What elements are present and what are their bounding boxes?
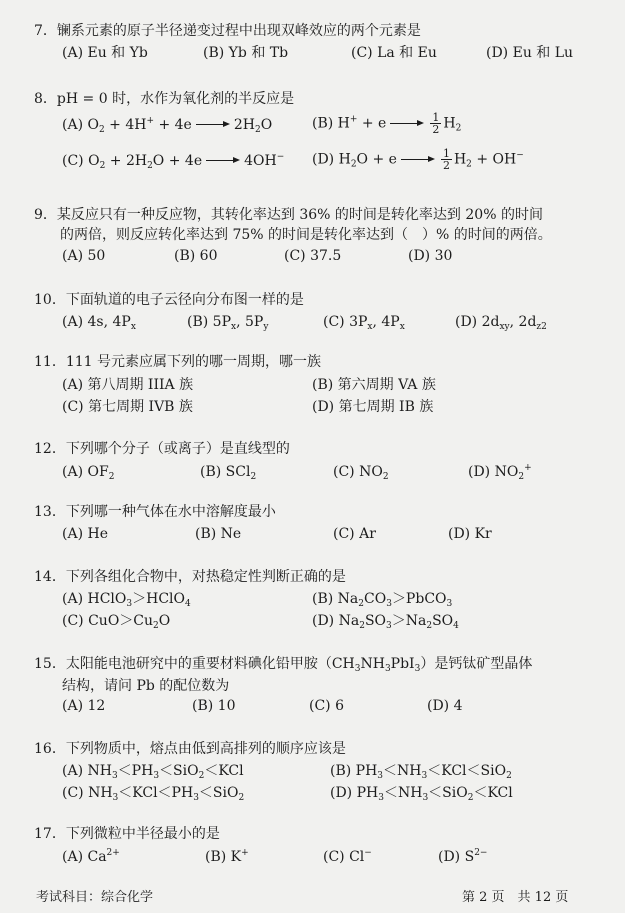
footer-subject: 考试科目：综合化学 [36,890,154,905]
q13-option-c: (C) Ar [333,526,376,542]
q17-option-c: (C) Cl− [323,848,372,865]
q9-option-d: (D) 30 [408,248,453,264]
question-15-stem-line-1: 15．太阳能电池研究中的重要材料碘化铅甲胺$(CH_3NH_3PbI_3)$是钙钛矿型晶体 [34,656,533,674]
q15-option-d: (D) 4 [427,698,463,714]
question-14-stem: 14．下列各组化合物中，对热稳定性判断正确的是 [34,569,346,585]
fraction-half: $\frac{1}{2}$ [442,147,450,172]
q7-option-b: (B) Yb 和 Tb [203,45,289,61]
q16-option-d: (D) $PH_3<NH_3<SiO_2<KCl$ [330,785,513,803]
q9-option-b: (B) 60 [174,248,218,264]
q8-option-a: (A) $O_2 + 4H^+ + 4e$ $2H_2O$ [62,116,273,135]
q12-option-b: (B) SCl$_2$ [200,464,257,482]
q12-option-c: (C) $NO_2$ [333,464,389,482]
q13-option-a: (A) He [62,526,108,542]
q15-option-a: (A) 12 [62,698,106,714]
reaction-arrow-icon [390,120,424,128]
q11-option-a: (A) 第八周期 IIIA 族 [62,377,194,393]
q9-option-a: (A) 50 [62,248,106,264]
question-10-stem: 10．下面轨道的电子云径向分布图一样的是 [34,292,304,308]
fraction-half: $\frac{1}{2}$ [432,111,440,136]
q8-option-c: (C) $O_2 + 2H_2O + 4e$ 4OH− [62,152,285,171]
q12-option-d: (D) $NO_2^+$ [468,463,532,482]
q9-option-c: (C) 37.5 [284,248,342,264]
q15-option-b: (B) 10 [192,698,236,714]
q7-option-d: (D) Eu 和 Lu [486,45,574,61]
footer-page-number: 第 2 页 共 12 页 [462,890,569,905]
q10-option-d: (D) $2d_{xy}$, $2d_{z2}$ [455,314,547,332]
q16-option-c: (C) $NH_3<KCl<PH_3<SiO_2$ [62,785,245,803]
q17-option-d: (D) $S^{2-}$ [438,848,488,865]
q13-option-b: (B) Ne [195,526,242,542]
q16-option-a: (A) $NH_3<PH_3<SiO_2<KCl$ [62,763,244,781]
q10-option-b: (B) $5P_x$, $5P_y$ [187,314,269,332]
q8-option-b: (B) H+ + e $\frac{1}{2}$ $H_2$ [312,111,462,136]
reaction-arrow-icon [196,121,230,129]
q12-option-a: (A) $OF_2$ [62,464,115,482]
reaction-arrow-icon [401,156,435,164]
question-8-stem: 8．pH = 0 时，水作为氧化剂的半反应是 [34,91,295,107]
question-7-stem: 7．镧系元素的原子半径递变过程中出现双峰效应的两个元素是 [34,23,421,39]
question-15-stem-line-2: 结构，请问 Pb 的配位数为 [62,678,230,694]
q11-option-d: (D) 第七周期 IB 族 [312,399,434,415]
question-9-stem-line-1: 9．某反应只有一种反应物，其转化率达到 36% 的时间是转化率达到 20% 的时间 [34,207,543,223]
q11-option-b: (B) 第六周期 VA 族 [312,377,436,393]
q14-option-a: (A) HClO$_3$＞HClO$_4$ [62,591,191,609]
q14-option-c: (C) $CuO>Cu_2O$ [62,613,171,631]
q16-option-b: (B) $PH_3<NH_3<KCl<SiO_2$ [330,763,512,781]
question-9-stem-line-2: 的两倍，则反应转化率达到 75% 的时间是转化率达到（ ）% 的时间的两倍。 [60,227,552,243]
q10-option-a: (A) 4s, $4P_x$ [62,314,136,332]
q7-option-c: (C) La 和 Eu [351,45,437,61]
question-17-stem: 17．下列微粒中半径最小的是 [34,826,220,842]
question-12-stem: 12．下列哪个分子（或离子）是直线型的 [34,441,290,457]
q10-option-c: (C) $3P_x$, $4P_x$ [323,314,405,332]
q13-option-d: (D) Kr [448,526,492,542]
q15-option-c: (C) 6 [309,698,344,714]
q14-option-b: (B) $Na_2CO_3>PbCO_3$ [312,591,453,609]
q8-option-d: (D) $H_2O + e$ $\frac{1}{2}$ $H_2 + OH^-$ [312,147,524,172]
q7-option-a: (A) Eu 和 Yb [62,45,148,61]
question-11-stem: 11．111 号元素应属下列的哪一周期，哪一族 [34,354,321,370]
question-13-stem: 13．下列哪一种气体在水中溶解度最小 [34,504,276,520]
q17-option-a: (A) $Ca^{2+}$ [62,848,120,865]
q14-option-d: (D) $Na_2SO_3>Na_2SO_4$ [312,613,459,631]
reaction-arrow-icon [206,157,240,165]
q11-option-c: (C) 第七周期 IVB 族 [62,399,193,415]
question-16-stem: 16．下列物质中，熔点由低到高排列的顺序应该是 [34,741,346,757]
q17-option-b: (B) K+ [205,848,249,865]
